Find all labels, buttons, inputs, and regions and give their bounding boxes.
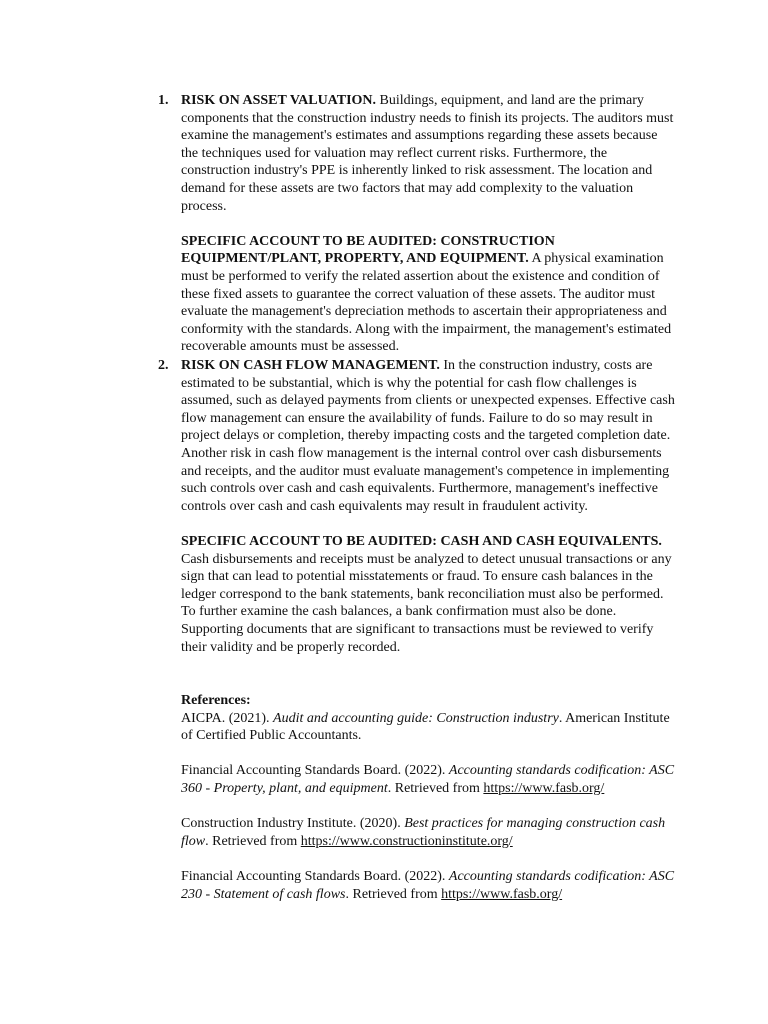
risk-text: In the construction industry, costs are estimated to be substantial, which is why the potential for cash flow challenges is assumed, such as delayed payments from clients or unexpected expenses. Effective cash flow management can ensure the availability of funds. Failure to do so may result in project delays or completion, thereby impacting costs and the targeted completion date. Another risk in cash flow management is the internal control over cash disbursements and receipts, and the auditor must evaluate management's competence in implementing such controls over cash and cash equivalents. Furthermore, management's ineffective controls over cash and cash equivalents may result in fraudulent activity. [181, 358, 675, 514]
audit-text: Cash disbursements and receipts must be analyzed to detect unusual transactions or any sign that can lead to potential misstatements or fraud. To ensure cash balances in the ledger correspond to the bank statements, bank reconciliation must also be performed. To further examine the cash balances, a bank confirmation must also be done. Supporting documents that are significant to transactions must be reviewed to verify their validity and be properly recorded. [181, 551, 672, 655]
ref-link[interactable]: https://www.fasb.org/ [483, 780, 605, 796]
reference-entry [181, 868, 681, 903]
ref-author: Financial Accounting Standards Board. (2022). [181, 763, 449, 779]
list-number: 2. [158, 358, 169, 373]
risk-heading: RISK ON CASH FLOW MANAGEMENT. [181, 358, 440, 373]
reference-entry [181, 710, 681, 745]
audit-paragraph [181, 233, 678, 356]
ref-author: AICPA. (2021). [181, 710, 274, 726]
references-section [181, 692, 681, 921]
ref-rest: . Retrieved from [205, 833, 301, 849]
list-item-2 [158, 357, 678, 656]
references-title [181, 692, 681, 710]
ref-link[interactable]: https://www.constructioninstitute.org/ [300, 833, 513, 849]
risk-heading: RISK ON ASSET VALUATION. [181, 93, 377, 108]
ref-rest: . American Institute of Certified Public Accountants. [181, 710, 670, 744]
audit-heading: SPECIFIC ACCOUNT TO BE AUDITED: CONSTRUCTION EQUIPMENT/PLANT, PROPERTY, AND EQUIPMENT. [181, 233, 555, 267]
ref-title: Accounting standards codification: ASC 230 - Statement of cash flows [181, 868, 675, 902]
ref-title: Accounting standards codification: ASC 360 - Property, plant, and equipment [181, 763, 675, 796]
references-title-text: References: [181, 693, 251, 708]
risk-paragraph [181, 92, 678, 215]
ref-author: Construction Industry Institute. (2020). [181, 816, 405, 832]
ref-link[interactable]: https://www.fasb.org/ [441, 886, 563, 902]
audit-paragraph [181, 533, 678, 656]
risk-text: Buildings, equipment, and land are the primary components that the construction industry needs to finish its projects. The auditors must examine the management's estimates and assumptions regarding these assets because the techniques used for valuation may reflect current risks. Furthermore, the construction industry's PPE is inherently linked to risk assessment. The location and demand for these assets are two factors that may add complexity to the valuation process. [181, 93, 674, 214]
ref-title: Best practices for managing construction cash flow [181, 816, 666, 849]
audit-text: A physical examination must be performed to verify the related assertion about the existence and condition of these fixed assets to guarantee the correct valuation of these assets. The auditor must evaluate the management's depreciation methods to ascertain their appropriateness and conformity with the standards. Along with the impairment, the management's estimated recoverable amounts must be assessed. [181, 251, 672, 355]
ref-author: Financial Accounting Standards Board. (2022). [181, 868, 449, 884]
list-item-1 [158, 92, 678, 356]
audit-heading: SPECIFIC ACCOUNT TO BE AUDITED: CASH AND CASH EQUIVALENTS. [181, 533, 662, 549]
list-number: 1. [158, 93, 169, 108]
risk-paragraph [181, 357, 678, 515]
ref-rest: . Retrieved from [345, 886, 442, 902]
reference-entry [181, 762, 681, 797]
ref-title: Audit and accounting guide: Construction industry [273, 710, 559, 726]
reference-entry [181, 815, 681, 850]
ref-rest: . Retrieved from [387, 780, 484, 796]
